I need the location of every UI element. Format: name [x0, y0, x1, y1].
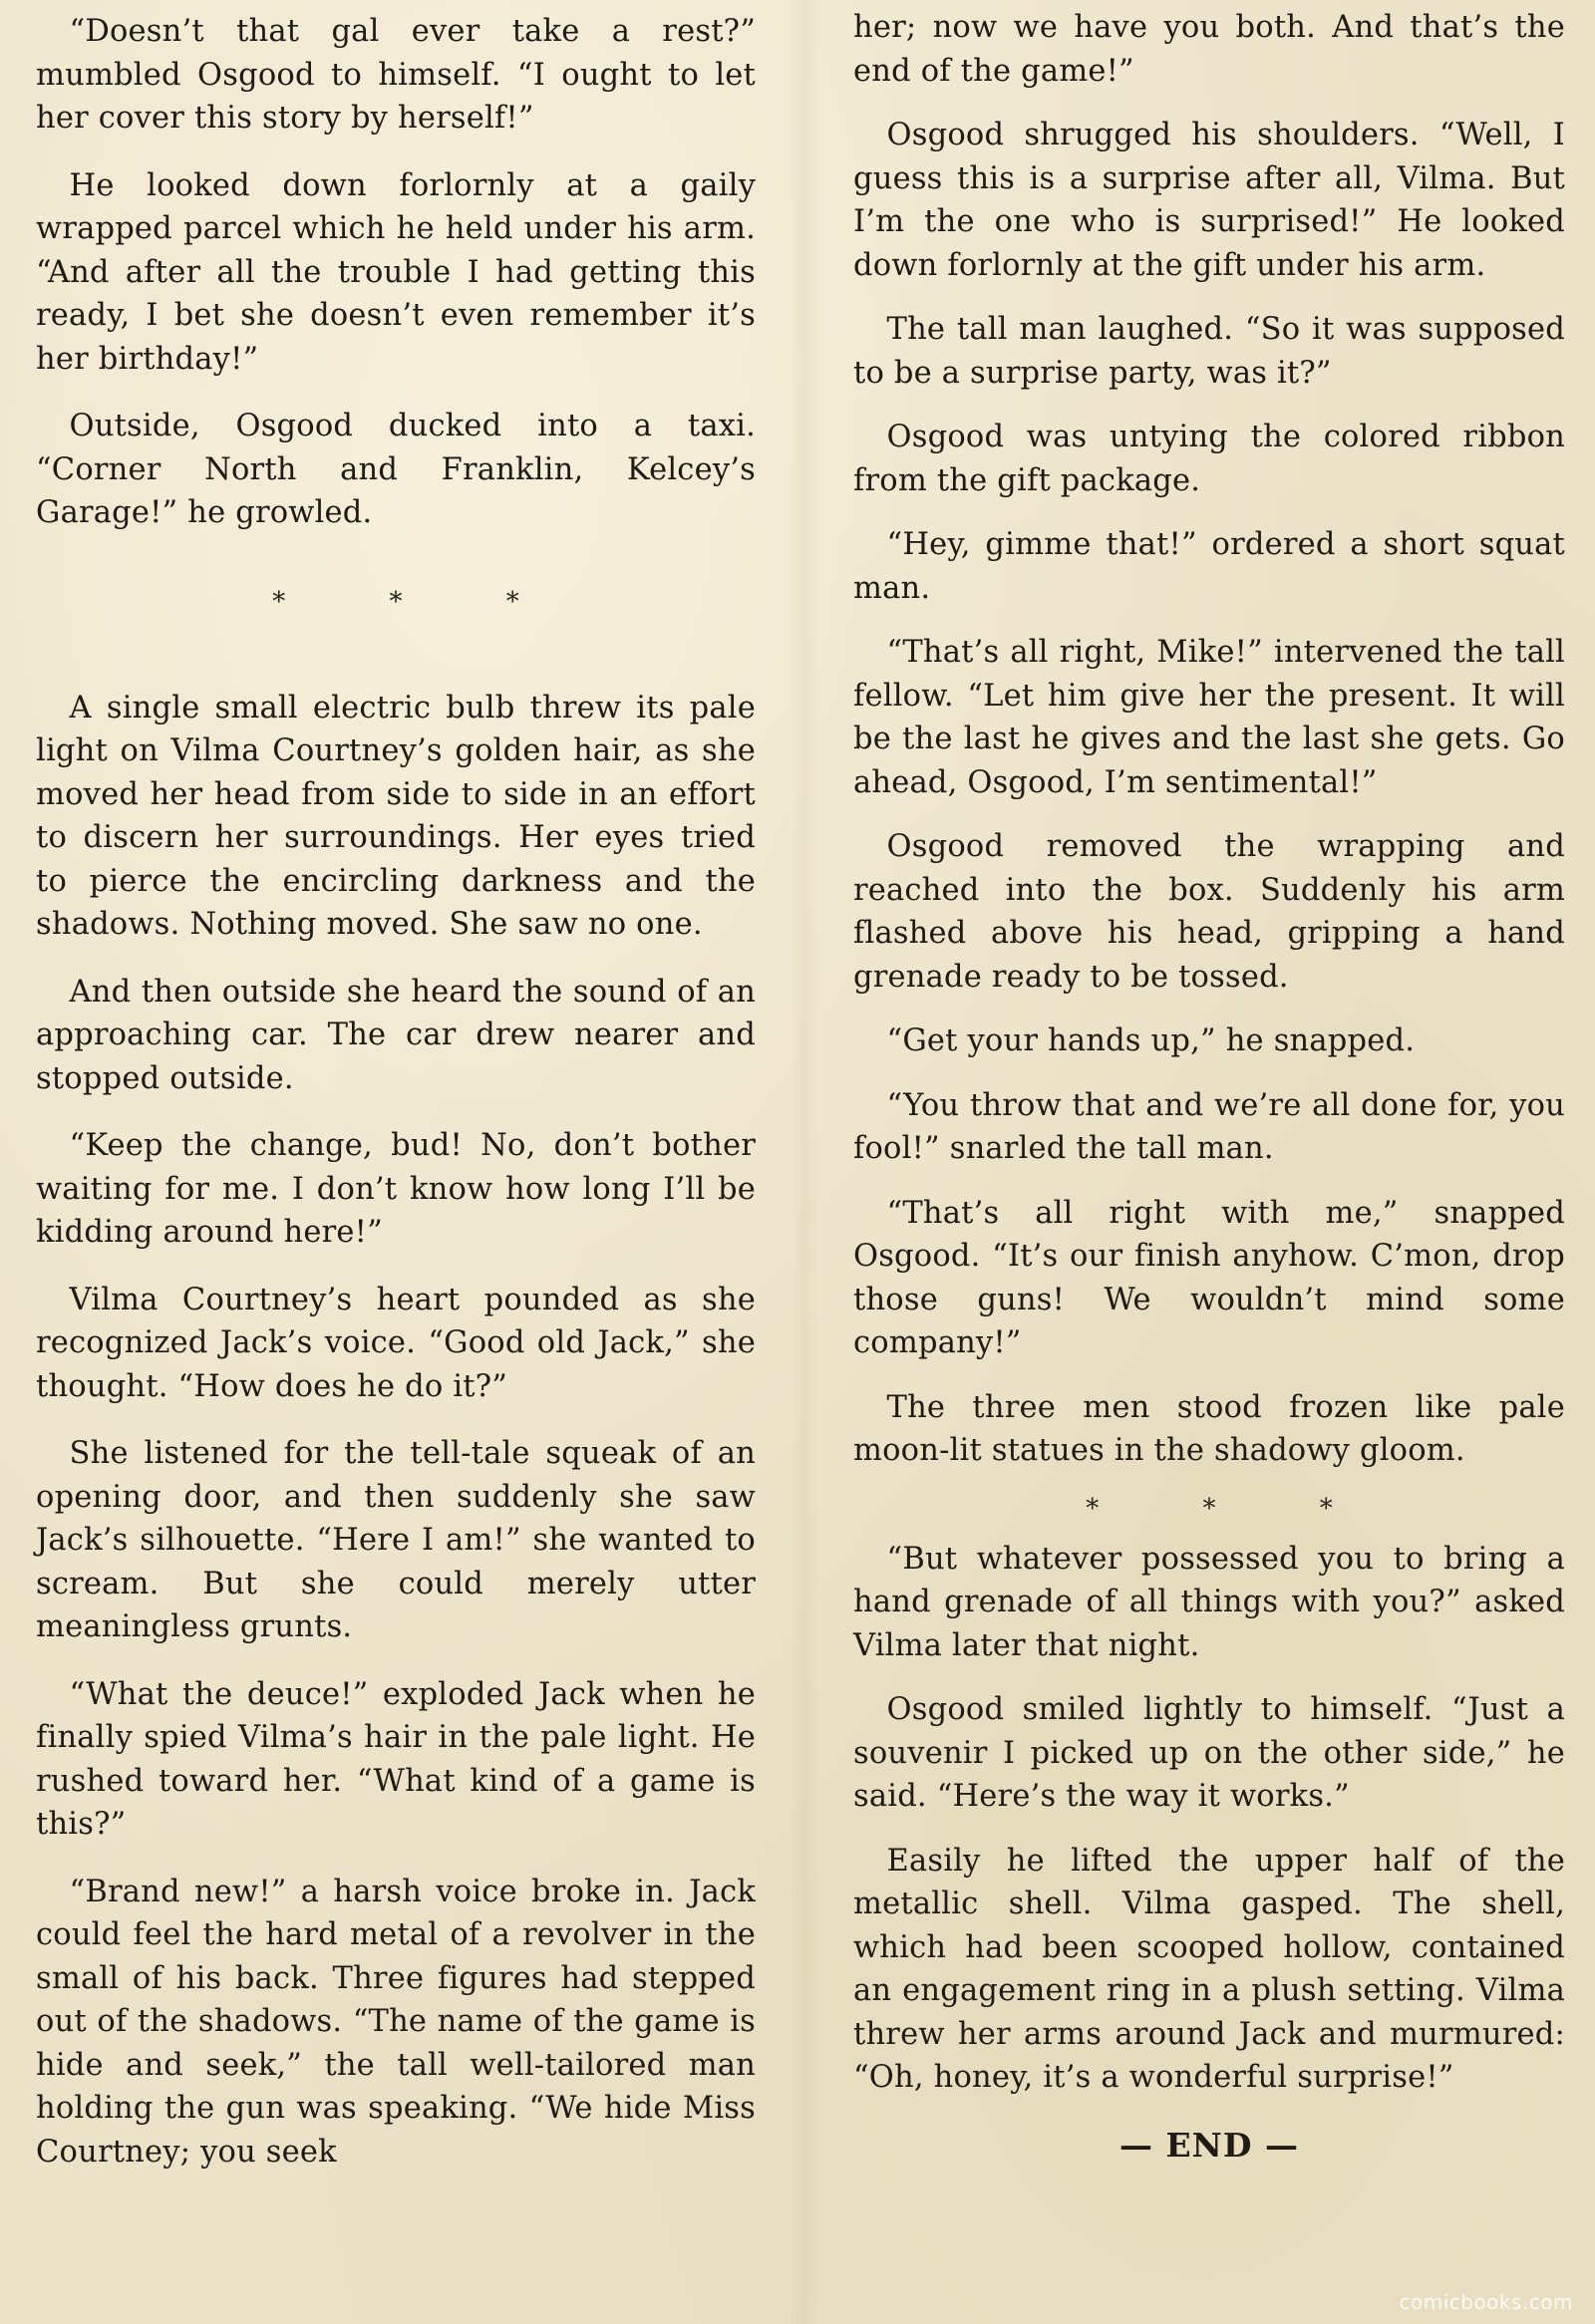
section-divider: * * *	[1086, 1493, 1381, 1524]
paragraph: “Hey, gimme that!” ordered a short squat man.	[853, 527, 1565, 606]
left-column	[36, 0, 756, 2197]
paragraph: “That’s all right with me,” snapped Osgood. “It’s our finish anyhow. C’mon, drop those guns! We wouldn’t mind some company!”	[853, 1195, 1565, 1360]
paragraph: “That’s all right, Mike!” intervened the tall fellow. “Let him give her the present. It will be the last he gives and the last she gets. Go ahead, Osgood, I’m sentimental!”	[853, 635, 1565, 800]
right-column	[853, 0, 1565, 2165]
paragraph: “Get your hands up,” he snapped.	[886, 1023, 1416, 1058]
paragraph: “Doesn’t that gal ever take a rest?” mumbled Osgood to himself. “I ought to let her cover this story by herself!”	[36, 14, 756, 136]
paragraph: Easily he lifted the upper half of the metallic shell. Vilma gasped. The shell, which had been scooped hollow, contained an engagement ring in a plush setting. Vilma threw her arms around Jack and murmured: “Oh, honey, it’s a wonderful surprise!”	[853, 1843, 1565, 2095]
paragraph: her; now we have you both. And that’s the end of the game!”	[853, 10, 1565, 89]
paragraph: Osgood shrugged his shoulders. “Well, I guess this is a surprise after all, Vilma. But I’m the one who is surprised!” He looked down forlornly at the gift under his arm.	[853, 118, 1565, 283]
paragraph: The three men stood frozen like pale moon-lit statues in the shadowy gloom.	[853, 1389, 1565, 1468]
paragraph: And then outside she heard the sound of an approaching car. The car drew nearer and stopped outside.	[36, 974, 756, 1096]
paragraph: Osgood smiled lightly to himself. “Just a souvenir I picked up on the other side,” he said. “Here’s the way it works.”	[853, 1692, 1565, 1814]
section-divider: * * *	[272, 586, 567, 617]
paragraph: Osgood removed the wrapping and reached into the box. Suddenly his arm flashed above his head, gripping a hand grenade ready to be tossed.	[853, 829, 1565, 995]
paragraph: She listened for the tell-tale squeak of an opening door, and then suddenly she saw Jack’s silhouette. “Here I am!” she wanted to scream. But she could merely utter meaningless grunts.	[36, 1436, 756, 1644]
column-gutter	[790, 0, 819, 2324]
paragraph: “Keep the change, bud! No, don’t bother waiting for me. I don’t know how long I’ll be kidding around here!”	[36, 1128, 756, 1250]
paragraph: “You throw that and we’re all done for, you fool!” snarled the tall man.	[853, 1087, 1565, 1166]
paragraph: He looked down forlornly at a gaily wrapped parcel which he held under his arm. “And after all the trouble I had getting this ready, I bet she doesn’t even remember it’s her birthday!”	[36, 167, 756, 377]
end-mark: — END —	[1119, 2125, 1299, 2165]
paragraph: Vilma Courtney’s heart pounded as she recognized Jack’s voice. “Good old Jack,” she thought. “How does he do it?”	[36, 1282, 756, 1404]
paragraph: “But whatever possessed you to bring a hand grenade of all things with you?” asked Vilma later that night.	[853, 1541, 1565, 1663]
paragraph: A single small electric bulb threw its pale light on Vilma Courtney’s golden hair, as she moved her head from side to side in an effort to discern her surroundings. Her eyes tried to pierce the encircling darkness and the shadows. Nothing moved. She saw no one.	[36, 690, 756, 942]
paragraph: “What the deuce!” exploded Jack when he finally spied Vilma’s hair in the pale light. He rushed toward her. “What kind of a game is this?”	[36, 1676, 756, 1842]
paragraph: The tall man laughed. “So it was supposed to be a surprise party, was it?”	[853, 312, 1565, 391]
source-watermark: comicbooks.com	[1399, 2290, 1573, 2314]
paragraph: “Brand new!” a harsh voice broke in. Jack could feel the hard metal of a revolver in the small of his back. Three figures had stepped out of the shadows. “The name of the game is hide and seek,” the tall well-tailored man holding the gun was speaking. “We hide Miss Courtney; you seek	[36, 1874, 756, 2170]
paragraph: Outside, Osgood ducked into a taxi. “Corner North and Franklin, Kelcey’s Garage!” he growled.	[36, 409, 756, 530]
paragraph: Osgood was untying the colored ribbon from the gift package.	[853, 420, 1565, 498]
